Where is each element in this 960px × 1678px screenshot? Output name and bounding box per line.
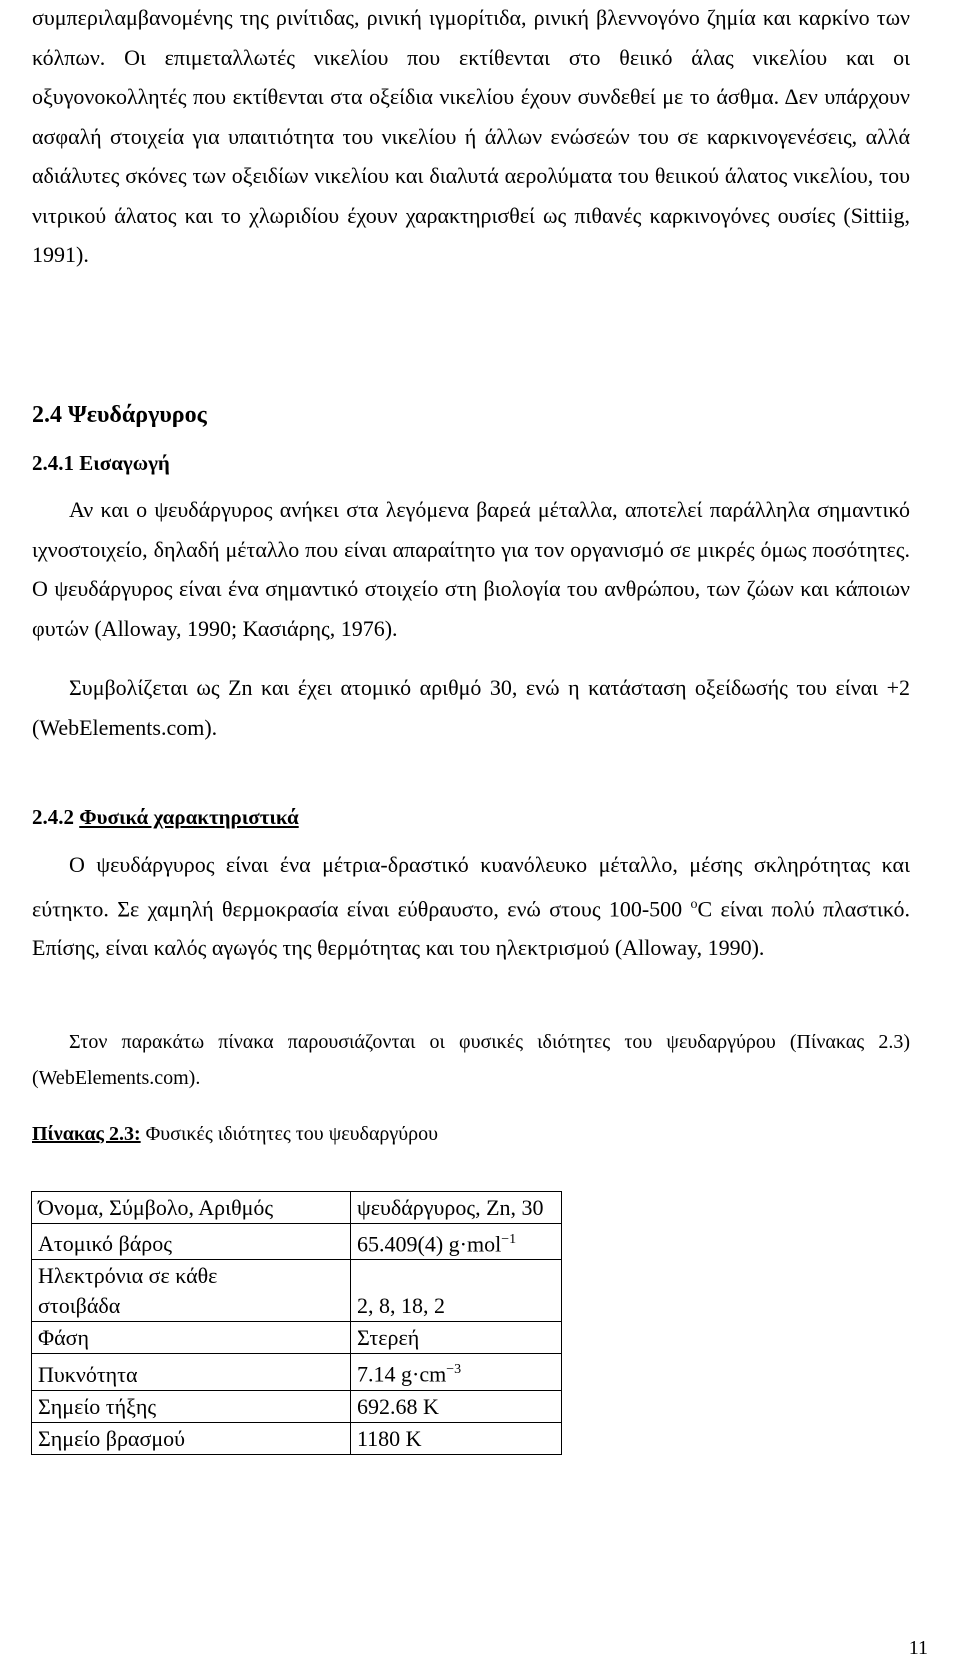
table-row <box>32 1260 562 1322</box>
table-cell-value: 2, 8, 18, 2 <box>351 1260 562 1322</box>
table-row <box>32 1390 562 1422</box>
paragraph-zinc-symbol: Συμβολίζεται ως Zn και έχει ατομικό αριθμό 30, ενώ η κατάσταση οξείδωσής του είναι +2 (WebElements.com). <box>32 675 910 740</box>
table-cell-value: 692.68 K <box>351 1390 562 1422</box>
table-row <box>32 1422 562 1454</box>
table-cell-value: 1180 K <box>351 1422 562 1454</box>
table-cell-line: Ηλεκτρόνια σε κάθε <box>38 1263 218 1289</box>
table-row <box>32 1354 562 1390</box>
paragraph-text-part1: Ο ψευδάργυρος είναι ένα μέτρια-δραστικό κυανόλευκο μέταλλο, μέσης σκληρότητας και εύτηκτο. Σε χαμηλή θερμοκρασία είναι εύθραυστο, ενώ στους 100-500 <box>32 852 910 921</box>
paragraph-table-reference: Στον παρακάτω πίνακα παρουσιάζονται οι φυσικές ιδιότητες του ψευδαργύρου (Πίνακας 2.3) (WebElements.com). <box>32 1031 910 1089</box>
table-caption-label: Πίνακας 2.3: <box>32 1123 141 1145</box>
table-cell-property: Ατομικό βάρος <box>32 1224 351 1260</box>
paragraph-nickel-health: συμπεριλαμβανομένης της ρινίτιδας, ρινική ιγμορίτιδα, ρινική βλεννογόνο ζημία και καρκίνο των κόλπων. Οι επιμεταλλωτές νικελίου που εκτίθενται στο θειικό άλας νικελίου και οι οξυγονοκολλητές που εκτίθενται στα οξείδια νικελίου έχουν συνδεθεί με το άσθμα. Δεν υπάρχουν ασφαλή στοιχεία για υπαιτιότητα του νικελίου ή άλλων ενώσεών του σε καρκινογενέσεις, αλλά αδιάλυτες σκόνες των οξειδίων νικελίου και διαλυτά αερολύματα του θειικού άλατος νικελίου, του νιτρικού άλατος και το χλωριδίου έχουν χαρακτηρισθεί ως πιθανές καρκινογόνες ουσίες (Sittiig, 1991). <box>32 5 910 267</box>
paragraph-physical-characteristics <box>32 845 910 968</box>
table-cell-line: στοιβάδα <box>38 1293 121 1319</box>
table-cell-property: Σημείο τήξης <box>32 1390 351 1422</box>
page-number: 11 <box>908 1637 928 1659</box>
paragraph-text-part2: C είναι πολύ πλαστικό. Επίσης, είναι καλός αγωγός της θερμότητας και του ηλεκτρισμού (Alloway, 1990). <box>32 895 911 961</box>
table-cell-value: Στερεή <box>351 1322 562 1354</box>
atomic-weight-value: 65.409(4) g·mol <box>357 1231 502 1257</box>
degree-superscript: o <box>690 896 698 912</box>
table-cell-property: Όνομα, Σύμβολο, Αριθμός <box>32 1192 351 1224</box>
subsection-title: Φυσικά χαρακτηριστικά <box>79 805 299 829</box>
table-cell-value <box>351 1224 562 1260</box>
section-heading-zinc: 2.4 Ψευδάργυρος <box>32 402 207 428</box>
density-value: 7.14 g·cm <box>357 1361 447 1387</box>
table-caption <box>32 1123 438 1146</box>
table-cell-value: ψευδάργυρος, Zn, 30 <box>351 1192 562 1224</box>
subsection-heading-physical <box>32 805 299 830</box>
table-cell-property <box>32 1260 351 1322</box>
density-exponent: −3 <box>446 1362 462 1378</box>
table-cell-property: Πυκνότητα <box>32 1354 351 1390</box>
table-row <box>32 1224 562 1260</box>
zinc-properties-table <box>31 1191 562 1455</box>
table-row <box>32 1192 562 1224</box>
paragraph-zinc-intro: Αν και ο ψευδάργυρος ανήκει στα λεγόμενα βαρεά μέταλλα, αποτελεί παράλληλα σημαντικό ιχνοστοιχείο, δηλαδή μέταλλο που είναι απαραίτητο για τον οργανισμό σε μικρές όμως ποσότητες. Ο ψευδάργυρος είναι ένα σημαντικό στοιχείο στη βιολογία του ανθρώπου, των ζώων και κάποιων φυτών (Alloway, 1990; Κασιάρης, 1976). <box>32 497 910 641</box>
table-cell-property: Σημείο βρασμού <box>32 1422 351 1454</box>
atomic-weight-exponent: −1 <box>501 1232 517 1247</box>
table-caption-text: Φυσικές ιδιότητες του ψευδαργύρου <box>140 1123 439 1145</box>
table-row <box>32 1322 562 1354</box>
subsection-heading-introduction: 2.4.1 Εισαγωγή <box>32 451 170 475</box>
table-cell-property: Φάση <box>32 1322 351 1354</box>
table-cell-value <box>351 1354 562 1390</box>
subsection-number: 2.4.2 <box>32 805 80 829</box>
